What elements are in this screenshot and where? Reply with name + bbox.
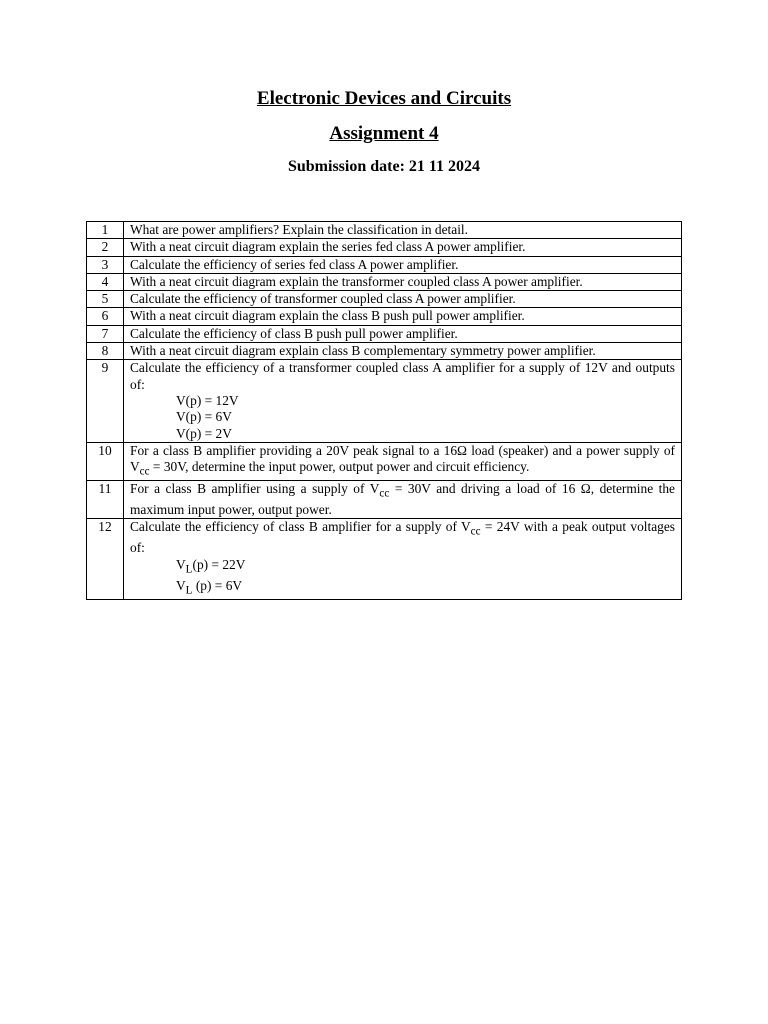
table-row <box>87 239 682 256</box>
question-text-part: = 24V with a peak output voltages of: <box>130 519 675 556</box>
question-cell <box>124 360 682 442</box>
table-row <box>87 256 682 273</box>
question-number: 5 <box>87 291 124 308</box>
table-row <box>87 360 682 442</box>
question-cell <box>124 442 682 480</box>
voltage-item: V(p) = 12V <box>176 392 239 408</box>
submission-date: Submission date: 21 11 2024 <box>287 158 481 175</box>
question-text: With a neat circuit diagram explain the class B push pull power amplifier. <box>124 308 682 325</box>
question-text: Calculate the efficiency of transformer coupled class A power amplifier. <box>124 291 682 308</box>
question-text: With a neat circuit diagram explain class B complementary symmetry power amplifier. <box>124 343 682 360</box>
question-text: With a neat circuit diagram explain the series fed class A power amplifier. <box>124 239 682 256</box>
vcc-subscript: cc <box>470 526 481 539</box>
question-text: Calculate the efficiency of series fed class A power amplifier. <box>124 256 682 273</box>
table-row <box>87 308 682 325</box>
question-text <box>130 443 681 480</box>
table-row <box>87 273 682 290</box>
voltage-item: $V_L(p) = 22V$ <box>176 556 246 576</box>
table-row <box>87 442 682 480</box>
vl-subscript: L <box>185 584 193 597</box>
question-text-part: Calculate the efficiency of class B amplifier for a supply of V <box>130 519 471 535</box>
question-text <box>130 519 681 556</box>
question-text <box>130 481 681 518</box>
question-text-part: = 30V, determine the input power, output power and circuit efficiency. <box>149 459 530 475</box>
vcc-subscript: cc <box>379 487 390 500</box>
question-number: 8 <box>87 343 124 360</box>
document-title: Electronic Devices and Circuits <box>256 88 512 109</box>
vl-subscript: L <box>185 563 193 576</box>
question-number: 3 <box>87 256 124 273</box>
questions-table <box>86 221 682 600</box>
question-number: 10 <box>87 442 124 480</box>
table-row <box>87 222 682 239</box>
question-number: 12 <box>87 519 124 599</box>
table-row <box>87 481 682 519</box>
question-text: Calculate the efficiency of class B push pull power amplifier. <box>124 325 682 342</box>
question-number: 2 <box>87 239 124 256</box>
question-number: 4 <box>87 273 124 290</box>
question-cell <box>124 519 682 599</box>
question-text: With a neat circuit diagram explain the transformer coupled class A power amplifier. <box>124 273 682 290</box>
question-number: 7 <box>87 325 124 342</box>
question-number: 9 <box>87 360 124 442</box>
question-number: 11 <box>87 481 124 519</box>
question-text-part: = 30V and driving a load of 16 Ω, determine the maximum input power, output power. <box>130 481 676 518</box>
voltage-item: V(p) = 2V <box>176 425 232 441</box>
question-number: 6 <box>87 308 124 325</box>
question-text: Calculate the efficiency of a transformer coupled class A amplifier for a supply of 12V and outputs of: <box>130 360 675 392</box>
question-text-part: For a class B amplifier providing a 20V peak signal to a 16Ω load (speaker) and a power supply of V <box>130 442 675 475</box>
voltage-item: $V_L$ (p) = 6V <box>176 577 243 597</box>
assignment-heading: Assignment 4 <box>329 123 439 144</box>
question-cell <box>124 481 682 519</box>
table-row <box>87 325 682 342</box>
vcc-subscript: cc <box>139 465 150 478</box>
question-number: 1 <box>87 222 124 239</box>
question-text-part: For a class B amplifier using a supply of V <box>130 481 380 497</box>
voltage-item: V(p) = 6V <box>176 409 232 425</box>
table-row <box>87 291 682 308</box>
table-row <box>87 343 682 360</box>
table-row <box>87 519 682 599</box>
question-text: What are power amplifiers? Explain the classification in detail. <box>124 222 682 239</box>
